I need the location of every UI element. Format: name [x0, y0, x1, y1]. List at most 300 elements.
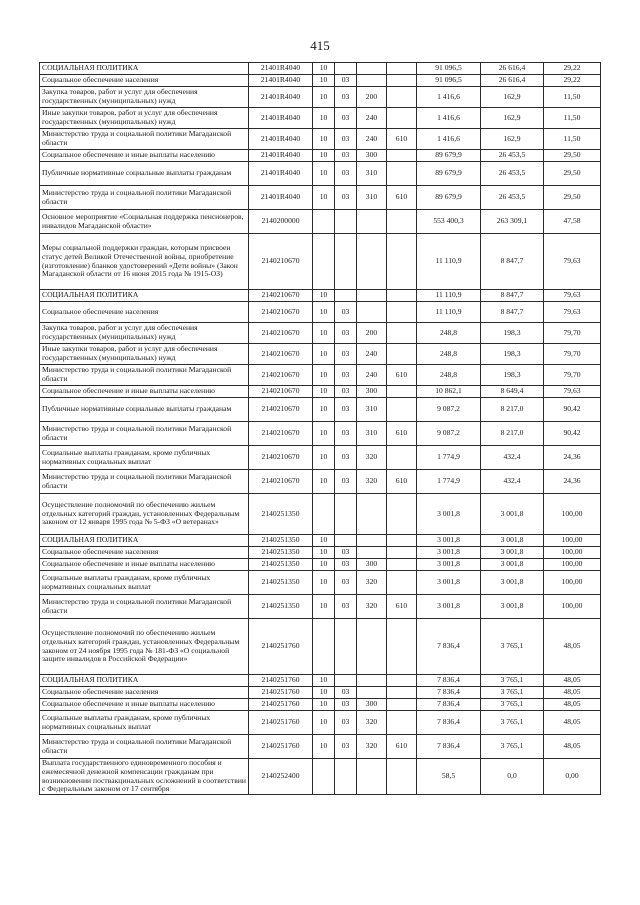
section-code: 10 — [313, 422, 335, 446]
execution-percent: 100,00 — [544, 535, 601, 547]
expense-type-code — [357, 535, 387, 547]
section-code: 10 — [313, 323, 335, 344]
execution-percent: 100,00 — [544, 494, 601, 535]
row-name: Социальные выплаты гражданам, кроме публичных нормативных социальных выплат — [40, 446, 249, 470]
section-code: 10 — [313, 129, 335, 150]
target-code: 21401R4040 — [249, 186, 313, 210]
plan-amount: 3 001,8 — [417, 547, 481, 559]
expense-type-code: 300 — [357, 699, 387, 711]
row-name: Социальные выплаты гражданам, кроме публичных нормативных социальных выплат — [40, 571, 249, 595]
administrator-code — [387, 108, 417, 129]
plan-amount: 3 001,8 — [417, 571, 481, 595]
plan-amount: 7 836,4 — [417, 711, 481, 735]
section-code: 10 — [313, 108, 335, 129]
row-name: СОЦИАЛЬНАЯ ПОЛИТИКА — [40, 675, 249, 687]
expense-type-code — [357, 63, 387, 75]
administrator-code — [387, 150, 417, 162]
plan-amount: 1 774,9 — [417, 470, 481, 494]
administrator-code: 610 — [387, 186, 417, 210]
execution-percent: 29,22 — [544, 75, 601, 87]
execution-percent: 11,50 — [544, 87, 601, 108]
section-code: 10 — [313, 186, 335, 210]
target-code: 2140251350 — [249, 571, 313, 595]
expense-type-code: 320 — [357, 595, 387, 619]
execution-percent: 90,42 — [544, 422, 601, 446]
subsection-code: 03 — [335, 87, 357, 108]
plan-amount: 9 087,2 — [417, 422, 481, 446]
actual-amount: 3 765,1 — [481, 699, 544, 711]
row-name: Министерство труда и социальной политики Магаданской области — [40, 595, 249, 619]
expense-type-code: 310 — [357, 162, 387, 186]
target-code: 2140251760 — [249, 699, 313, 711]
section-code: 10 — [313, 547, 335, 559]
section-code: 10 — [313, 290, 335, 302]
table-row — [40, 302, 601, 323]
subsection-code: 03 — [335, 344, 357, 365]
row-name: Министерство труда и социальной политики Магаданской области — [40, 470, 249, 494]
row-name: Социальные выплаты гражданам, кроме публичных нормативных социальных выплат — [40, 711, 249, 735]
subsection-code: 03 — [335, 186, 357, 210]
table-row — [40, 290, 601, 302]
execution-percent: 11,50 — [544, 129, 601, 150]
row-name: Министерство труда и социальной политики Магаданской области — [40, 129, 249, 150]
row-name: Публичные нормативные социальные выплаты гражданам — [40, 398, 249, 422]
administrator-code — [387, 398, 417, 422]
section-code: 10 — [313, 571, 335, 595]
expense-type-code — [357, 547, 387, 559]
administrator-code: 610 — [387, 422, 417, 446]
section-code — [313, 210, 335, 234]
execution-percent: 48,05 — [544, 687, 601, 699]
table-row — [40, 150, 601, 162]
administrator-code — [387, 699, 417, 711]
expense-type-code: 300 — [357, 150, 387, 162]
table-row — [40, 186, 601, 210]
plan-amount: 248,8 — [417, 323, 481, 344]
target-code: 2140251350 — [249, 595, 313, 619]
table-row — [40, 422, 601, 446]
expense-type-code — [357, 619, 387, 675]
actual-amount: 162,9 — [481, 87, 544, 108]
target-code: 2140210670 — [249, 422, 313, 446]
actual-amount: 3 765,1 — [481, 687, 544, 699]
expense-type-code: 240 — [357, 108, 387, 129]
plan-amount: 7 836,4 — [417, 687, 481, 699]
budget-table-body — [40, 63, 601, 795]
section-code — [313, 759, 335, 795]
plan-amount: 1 416,6 — [417, 108, 481, 129]
row-name: Социальное обеспечение и иные выплаты населению — [40, 699, 249, 711]
subsection-code: 03 — [335, 470, 357, 494]
execution-percent: 90,42 — [544, 398, 601, 422]
administrator-code — [387, 162, 417, 186]
section-code: 10 — [313, 365, 335, 386]
target-code: 2140251350 — [249, 559, 313, 571]
expense-type-code — [357, 290, 387, 302]
table-row — [40, 559, 601, 571]
plan-amount: 91 096,5 — [417, 63, 481, 75]
administrator-code — [387, 675, 417, 687]
expense-type-code: 300 — [357, 386, 387, 398]
subsection-code: 03 — [335, 559, 357, 571]
section-code: 10 — [313, 470, 335, 494]
execution-percent: 29,22 — [544, 63, 601, 75]
actual-amount: 162,9 — [481, 108, 544, 129]
plan-amount: 11 110,9 — [417, 302, 481, 323]
expense-type-code: 320 — [357, 446, 387, 470]
subsection-code: 03 — [335, 446, 357, 470]
table-row — [40, 162, 601, 186]
subsection-code: 03 — [335, 595, 357, 619]
subsection-code: 03 — [335, 687, 357, 699]
section-code: 10 — [313, 302, 335, 323]
row-name: Меры социальной поддержки граждан, которым присвоен статус детей Великой Отечественной войны, приобретение (изготовление) бланков удостоверений «Дети войны» (Закон Магаданской области от 16 июня 2015 года № 1915-ОЗ) — [40, 234, 249, 290]
expense-type-code: 240 — [357, 365, 387, 386]
execution-percent: 29,50 — [544, 150, 601, 162]
actual-amount: 8 217,0 — [481, 422, 544, 446]
section-code: 10 — [313, 559, 335, 571]
actual-amount: 8 847,7 — [481, 234, 544, 290]
subsection-code: 03 — [335, 547, 357, 559]
expense-type-code — [357, 302, 387, 323]
administrator-code — [387, 494, 417, 535]
execution-percent: 0,00 — [544, 759, 601, 795]
administrator-code — [387, 619, 417, 675]
administrator-code — [387, 344, 417, 365]
row-name: Социальное обеспечение и иные выплаты населению — [40, 386, 249, 398]
plan-amount: 7 836,4 — [417, 675, 481, 687]
execution-percent: 79,63 — [544, 386, 601, 398]
actual-amount: 3 765,1 — [481, 711, 544, 735]
table-row — [40, 687, 601, 699]
actual-amount: 3 001,8 — [481, 571, 544, 595]
table-row — [40, 619, 601, 675]
actual-amount: 3 001,8 — [481, 494, 544, 535]
table-row — [40, 571, 601, 595]
row-name: Публичные нормативные социальные выплаты гражданам — [40, 162, 249, 186]
row-name: Иные закупки товаров, работ и услуг для обеспечения государственных (муниципальных) нужд — [40, 344, 249, 365]
target-code: 21401R4040 — [249, 87, 313, 108]
administrator-code — [387, 535, 417, 547]
section-code: 10 — [313, 63, 335, 75]
section-code: 10 — [313, 446, 335, 470]
row-name: Министерство труда и социальной политики Магаданской области — [40, 422, 249, 446]
expense-type-code: 310 — [357, 422, 387, 446]
target-code: 2140200000 — [249, 210, 313, 234]
administrator-code — [387, 711, 417, 735]
row-name: Закупка товаров, работ и услуг для обеспечения государственных (муниципальных) нужд — [40, 87, 249, 108]
target-code: 2140251760 — [249, 619, 313, 675]
administrator-code: 610 — [387, 595, 417, 619]
actual-amount: 8 847,7 — [481, 302, 544, 323]
section-code: 10 — [313, 344, 335, 365]
actual-amount: 198,3 — [481, 323, 544, 344]
target-code: 2140251760 — [249, 687, 313, 699]
subsection-code — [335, 290, 357, 302]
execution-percent: 29,50 — [544, 162, 601, 186]
expense-type-code: 240 — [357, 129, 387, 150]
table-row — [40, 711, 601, 735]
plan-amount: 553 400,3 — [417, 210, 481, 234]
execution-percent: 79,70 — [544, 344, 601, 365]
target-code: 2140251760 — [249, 675, 313, 687]
target-code: 2140210670 — [249, 323, 313, 344]
section-code: 10 — [313, 162, 335, 186]
target-code: 21401R4040 — [249, 162, 313, 186]
actual-amount: 3 765,1 — [481, 619, 544, 675]
row-name: Иные закупки товаров, работ и услуг для обеспечения государственных (муниципальных) нужд — [40, 108, 249, 129]
table-row — [40, 210, 601, 234]
actual-amount: 3 765,1 — [481, 735, 544, 759]
expense-type-code: 300 — [357, 559, 387, 571]
execution-percent: 48,05 — [544, 699, 601, 711]
administrator-code — [387, 687, 417, 699]
table-row — [40, 470, 601, 494]
subsection-code: 03 — [335, 302, 357, 323]
target-code: 2140210670 — [249, 234, 313, 290]
administrator-code — [387, 290, 417, 302]
subsection-code: 03 — [335, 711, 357, 735]
expense-type-code — [357, 687, 387, 699]
subsection-code: 03 — [335, 150, 357, 162]
table-row — [40, 63, 601, 75]
execution-percent: 48,05 — [544, 711, 601, 735]
subsection-code: 03 — [335, 571, 357, 595]
section-code: 10 — [313, 735, 335, 759]
table-row — [40, 547, 601, 559]
actual-amount: 3 765,1 — [481, 675, 544, 687]
target-code: 2140210670 — [249, 365, 313, 386]
target-code: 2140252400 — [249, 759, 313, 795]
section-code — [313, 234, 335, 290]
expense-type-code: 310 — [357, 186, 387, 210]
subsection-code: 03 — [335, 699, 357, 711]
row-name: Министерство труда и социальной политики Магаданской области — [40, 365, 249, 386]
subsection-code: 03 — [335, 422, 357, 446]
target-code: 2140251760 — [249, 711, 313, 735]
expense-type-code: 320 — [357, 711, 387, 735]
execution-percent: 100,00 — [544, 547, 601, 559]
section-code: 10 — [313, 595, 335, 619]
execution-percent: 79,70 — [544, 323, 601, 344]
table-row — [40, 386, 601, 398]
actual-amount: 3 001,8 — [481, 547, 544, 559]
actual-amount: 198,3 — [481, 344, 544, 365]
plan-amount: 248,8 — [417, 365, 481, 386]
table-row — [40, 129, 601, 150]
administrator-code — [387, 323, 417, 344]
target-code: 21401R4040 — [249, 63, 313, 75]
execution-percent: 11,50 — [544, 108, 601, 129]
target-code: 21401R4040 — [249, 150, 313, 162]
row-name: Социальное обеспечение населения — [40, 75, 249, 87]
section-code: 10 — [313, 150, 335, 162]
target-code: 21401R4040 — [249, 108, 313, 129]
plan-amount: 11 110,9 — [417, 234, 481, 290]
administrator-code — [387, 446, 417, 470]
target-code: 2140251350 — [249, 494, 313, 535]
table-row — [40, 344, 601, 365]
section-code: 10 — [313, 386, 335, 398]
table-row — [40, 699, 601, 711]
expense-type-code: 310 — [357, 398, 387, 422]
administrator-code — [387, 87, 417, 108]
administrator-code: 610 — [387, 365, 417, 386]
administrator-code — [387, 571, 417, 595]
expense-type-code: 200 — [357, 323, 387, 344]
section-code: 10 — [313, 535, 335, 547]
subsection-code — [335, 210, 357, 234]
table-row — [40, 595, 601, 619]
execution-percent: 29,50 — [544, 186, 601, 210]
expense-type-code: 320 — [357, 571, 387, 595]
plan-amount: 7 836,4 — [417, 699, 481, 711]
table-row — [40, 735, 601, 759]
section-code: 10 — [313, 398, 335, 422]
subsection-code — [335, 234, 357, 290]
execution-percent: 47,58 — [544, 210, 601, 234]
actual-amount: 3 001,8 — [481, 559, 544, 571]
row-name: Социальное обеспечение населения — [40, 547, 249, 559]
row-name: Осуществление полномочий по обеспечению жильем отдельных категорий граждан, установленных Федеральным законом от 12 января 1995 года № 5-ФЗ «О ветеранах» — [40, 494, 249, 535]
table-row — [40, 494, 601, 535]
table-row — [40, 535, 601, 547]
target-code: 21401R4040 — [249, 129, 313, 150]
actual-amount: 26 453,5 — [481, 162, 544, 186]
target-code: 2140251350 — [249, 547, 313, 559]
page-number: 415 — [310, 38, 330, 53]
actual-amount: 26 453,5 — [481, 150, 544, 162]
row-name: Выплата государственного единовременного пособия и ежемесячной денежной компенсации гражданам при возникновении поствакцинальных осложнений в соответствии с Федеральным законом от 17 сентября — [40, 759, 249, 795]
administrator-code — [387, 386, 417, 398]
target-code: 2140210670 — [249, 386, 313, 398]
table-row — [40, 87, 601, 108]
plan-amount: 3 001,8 — [417, 595, 481, 619]
plan-amount: 91 096,5 — [417, 75, 481, 87]
actual-amount: 3 001,8 — [481, 595, 544, 619]
administrator-code — [387, 63, 417, 75]
subsection-code: 03 — [335, 108, 357, 129]
plan-amount: 248,8 — [417, 344, 481, 365]
execution-percent: 79,63 — [544, 290, 601, 302]
expense-type-code: 240 — [357, 344, 387, 365]
plan-amount: 11 110,9 — [417, 290, 481, 302]
actual-amount: 198,3 — [481, 365, 544, 386]
row-name: Министерство труда и социальной политики Магаданской области — [40, 735, 249, 759]
administrator-code: 610 — [387, 129, 417, 150]
subsection-code — [335, 619, 357, 675]
plan-amount: 89 679,9 — [417, 186, 481, 210]
actual-amount: 26 616,4 — [481, 63, 544, 75]
subsection-code: 03 — [335, 735, 357, 759]
plan-amount: 7 836,4 — [417, 735, 481, 759]
execution-percent: 79,63 — [544, 234, 601, 290]
execution-percent: 100,00 — [544, 595, 601, 619]
subsection-code — [335, 759, 357, 795]
row-name: Осуществление полномочий по обеспечению жильем отдельных категорий граждан, установленных Федеральным законом от 24 ноября 1995 года № 181-ФЗ «О социальной защите инвалидов в Российской Федерации» — [40, 619, 249, 675]
row-name: СОЦИАЛЬНАЯ ПОЛИТИКА — [40, 535, 249, 547]
section-code: 10 — [313, 711, 335, 735]
section-code — [313, 494, 335, 535]
plan-amount: 10 862,1 — [417, 386, 481, 398]
actual-amount: 26 616,4 — [481, 75, 544, 87]
actual-amount: 0,0 — [481, 759, 544, 795]
table-row — [40, 446, 601, 470]
execution-percent: 24,36 — [544, 470, 601, 494]
subsection-code: 03 — [335, 129, 357, 150]
subsection-code — [335, 675, 357, 687]
execution-percent: 48,05 — [544, 735, 601, 759]
execution-percent: 79,70 — [544, 365, 601, 386]
target-code: 2140210670 — [249, 344, 313, 365]
subsection-code: 03 — [335, 398, 357, 422]
table-row — [40, 75, 601, 87]
table-row — [40, 759, 601, 795]
target-code: 2140210670 — [249, 302, 313, 323]
budget-table — [39, 62, 601, 795]
table-row — [40, 365, 601, 386]
subsection-code: 03 — [335, 162, 357, 186]
row-name: Министерство труда и социальной политики Магаданской области — [40, 186, 249, 210]
table-row — [40, 108, 601, 129]
section-code: 10 — [313, 87, 335, 108]
administrator-code: 610 — [387, 470, 417, 494]
plan-amount: 7 836,4 — [417, 619, 481, 675]
actual-amount: 3 001,8 — [481, 535, 544, 547]
subsection-code: 03 — [335, 323, 357, 344]
target-code: 2140210670 — [249, 446, 313, 470]
administrator-code — [387, 302, 417, 323]
expense-type-code — [357, 234, 387, 290]
subsection-code: 03 — [335, 75, 357, 87]
actual-amount: 26 453,5 — [481, 186, 544, 210]
plan-amount: 3 001,8 — [417, 559, 481, 571]
target-code: 2140210670 — [249, 398, 313, 422]
section-code: 10 — [313, 687, 335, 699]
expense-type-code: 320 — [357, 735, 387, 759]
administrator-code — [387, 75, 417, 87]
actual-amount: 8 649,4 — [481, 386, 544, 398]
target-code: 2140210670 — [249, 470, 313, 494]
target-code: 2140210670 — [249, 290, 313, 302]
plan-amount: 89 679,9 — [417, 162, 481, 186]
administrator-code — [387, 759, 417, 795]
plan-amount: 3 001,8 — [417, 494, 481, 535]
row-name: Социальное обеспечение населения — [40, 687, 249, 699]
plan-amount: 3 001,8 — [417, 535, 481, 547]
row-name: Социальное обеспечение и иные выплаты населению — [40, 150, 249, 162]
actual-amount: 8 847,7 — [481, 290, 544, 302]
expense-type-code — [357, 210, 387, 234]
plan-amount: 9 087,2 — [417, 398, 481, 422]
section-code: 10 — [313, 675, 335, 687]
expense-type-code — [357, 759, 387, 795]
execution-percent: 48,05 — [544, 619, 601, 675]
section-code — [313, 619, 335, 675]
execution-percent: 79,63 — [544, 302, 601, 323]
subsection-code: 03 — [335, 386, 357, 398]
row-name: СОЦИАЛЬНАЯ ПОЛИТИКА — [40, 290, 249, 302]
actual-amount: 162,9 — [481, 129, 544, 150]
table-row — [40, 675, 601, 687]
plan-amount: 1 416,6 — [417, 87, 481, 108]
administrator-code: 610 — [387, 735, 417, 759]
administrator-code — [387, 234, 417, 290]
row-name: Социальное обеспечение и иные выплаты населению — [40, 559, 249, 571]
row-name: Основное мероприятие «Социальная поддержка пенсионеров, инвалидов Магаданской области» — [40, 210, 249, 234]
row-name: Закупка товаров, работ и услуг для обеспечения государственных (муниципальных) нужд — [40, 323, 249, 344]
subsection-code: 03 — [335, 365, 357, 386]
